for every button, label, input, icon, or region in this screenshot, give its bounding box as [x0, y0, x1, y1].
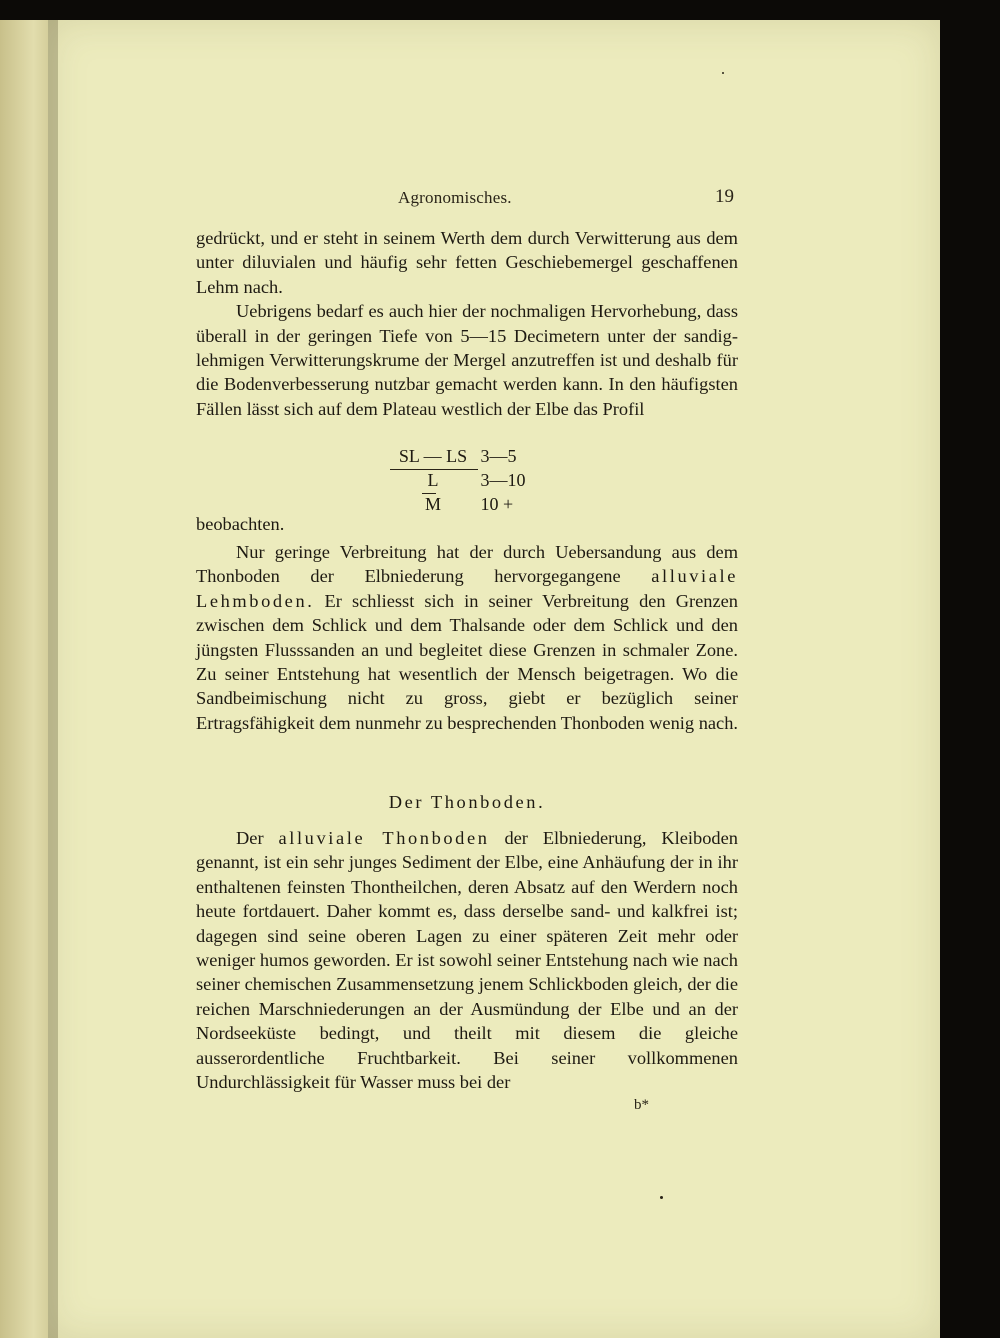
term-alluvial-loam: alluviale Lehmboden. [196, 566, 738, 611]
paragraph-1: gedrückt, und er steht in seinem Werth dem durch Verwitterung aus dem unter diluvialen und häufig sehr fetten Geschiebemergel geschaffenen Lehm nach. [196, 228, 738, 297]
paragraph-3: beobachten. [196, 514, 285, 534]
text-block-1 [196, 226, 738, 421]
page-number: 19 [715, 186, 734, 207]
gutter-shadow [48, 20, 58, 1338]
paragraph-4-rest: Er schliesst sich in seiner Verbreitung den Grenzen zwischen dem Schlick und dem Thalsande oder dem Schlick und den jüngsten Flusssanden an und begleitet diese Grenzen in schmaler Zone. Zu seiner Entstehung hat wesentlich der Mensch beigetragen. Wo die Sandbeimischung nicht zu gross, giebt er bezüglich seiner Ertragsfähigkeit dem nunmehr zu besprechenden Thonboden wenig nach. [196, 590, 739, 733]
page-header [196, 186, 736, 210]
paragraph-4-start: Nur geringe Verbreitung hat der durch Uebersandung aus dem Thonboden der Elbniederung hervorgegangene [196, 542, 738, 587]
signature-mark: b* [634, 1097, 649, 1113]
profile-row-2 [390, 470, 526, 491]
text-block-2 [196, 540, 738, 735]
profile-row-1-label: SL — LS [398, 446, 468, 466]
term-alluvial-clay: alluviale Thonboden [278, 828, 490, 848]
text-block-observe [196, 512, 738, 536]
profile-row-1-value: 3—5 [480, 446, 517, 466]
profile-row-3-label: M [424, 494, 441, 514]
section-title: Der Thonboden. [388, 792, 546, 812]
profile-row-1 [390, 446, 517, 467]
running-head: Agronomisches. [398, 188, 512, 207]
text-block-3 [196, 826, 738, 1094]
paragraph-4 [196, 540, 738, 735]
profile-row-3-value: 10 + [480, 494, 514, 514]
profile-row-2-value: 3—10 [480, 470, 526, 490]
paragraph-2: Uebrigens bedarf es auch hier der nochmaligen Hervorhebung, dass überall in der geringen Tiefe von 5—15 Decimetern unter der sandig-lehmigen Verwitterungskrume der Mergel anzutreffen ist und deshalb für die Bodenverbesserung nutzbar gemacht werden kann. In den häufigsten Fällen lässt sich auf dem Plateau westlich der Elbe das Profil [196, 301, 738, 419]
paragraph-5 [196, 826, 738, 1094]
profile-row-2-label: L [427, 470, 439, 490]
paragraph-5-rest: der Elbniederung, Kleiboden genannt, ist ein sehr junges Sediment der Elbe, eine Anhäufung der in ihr enthaltenen feinsten Thontheilchen, deren Absatz auf den Werdern noch heute fortdauert. Daher kommt es, dass derselbe sand- und kalkfrei ist; dagegen sind seine oberen Lagen zu einer späteren Zeit mehr oder weniger humos geworden. Er ist sowohl seiner Entstehung nach wie nach seiner chemischen Zusammensetzung jenem Schlickboden gleich, der die reichen Marschniederungen an der Ausmündung der Elbe und an der Nordseeküste bedingt, und theilt mit diesem die gleiche ausserordentliche Fruchtbarkeit. Bei seiner vollkommenen Undurchlässigkeit für Wasser muss bei der [196, 828, 738, 1093]
soil-profile-formula [390, 446, 550, 520]
paper-speck [660, 1196, 663, 1199]
paper-speck [722, 72, 724, 74]
paragraph-5-start: Der [236, 828, 264, 848]
